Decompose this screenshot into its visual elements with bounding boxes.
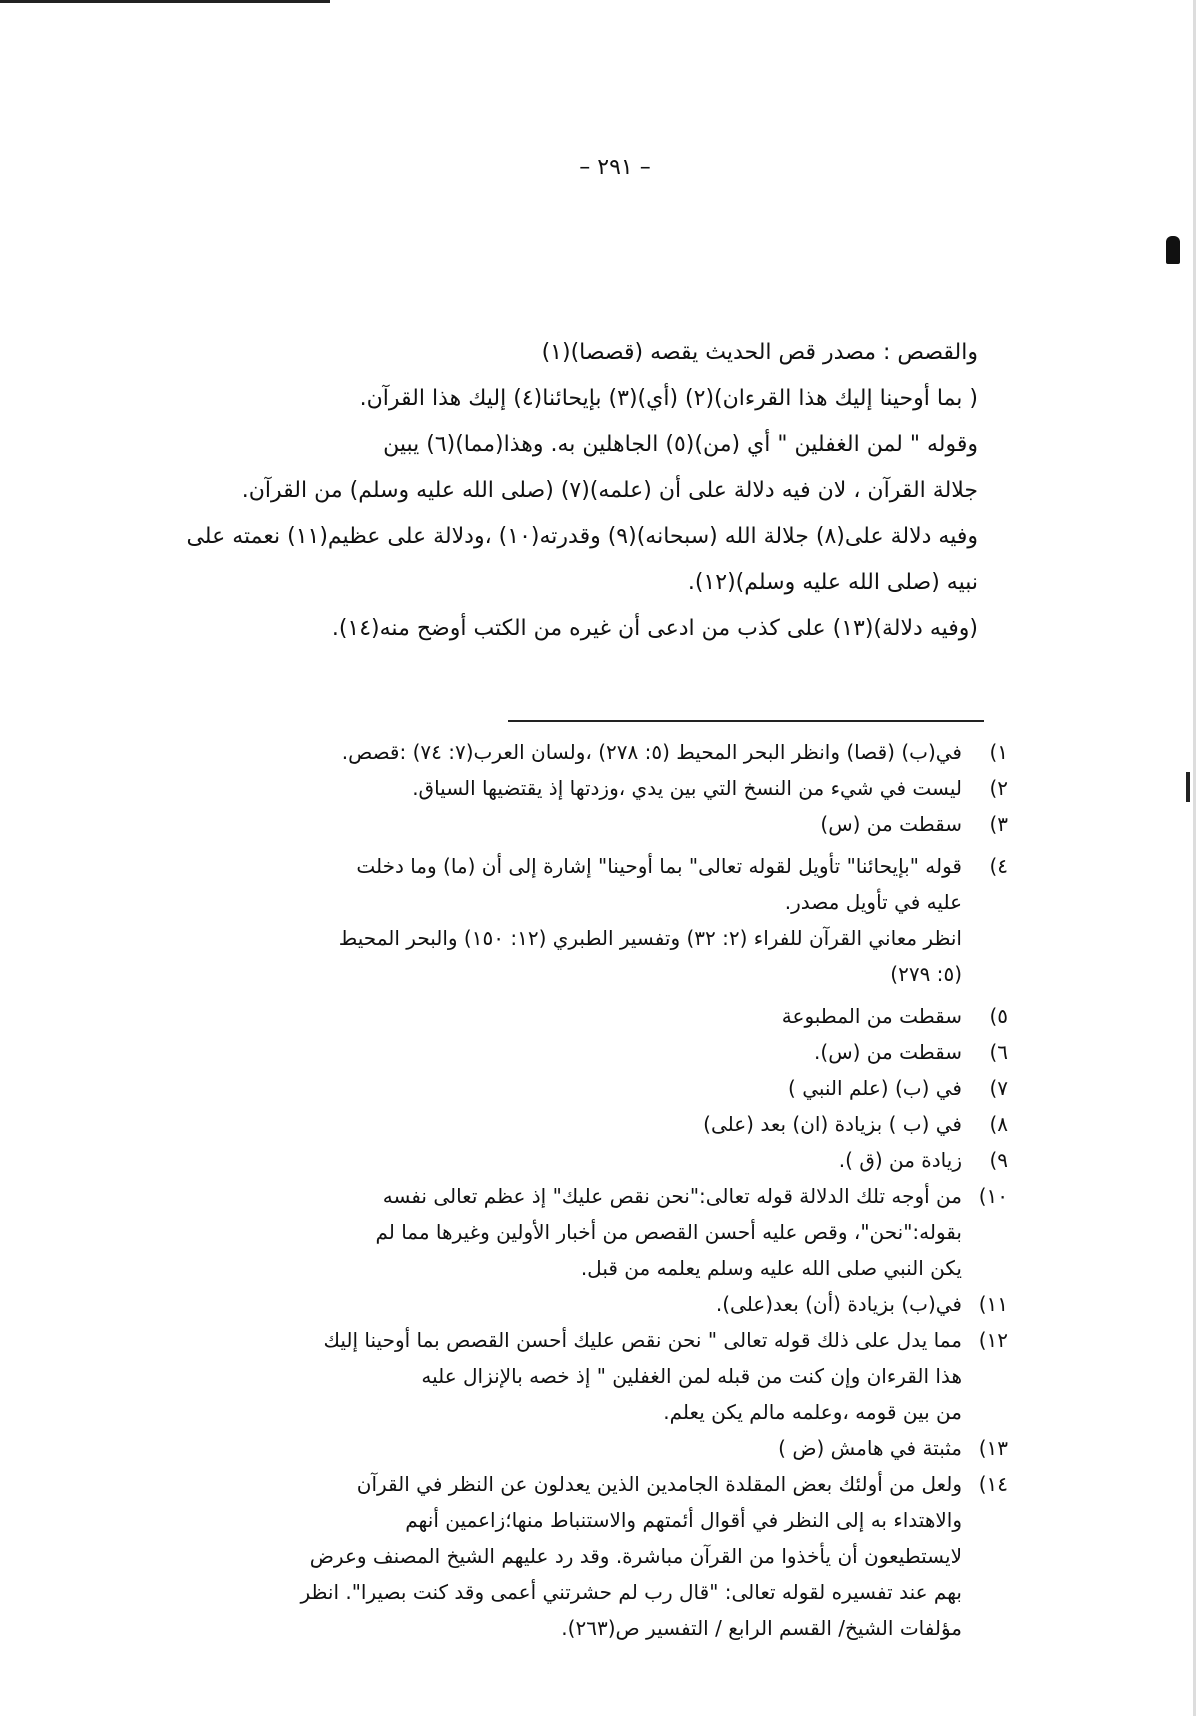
footnote-14 xyxy=(118,1466,1008,1646)
footnote-line: من أوجه تلك الدلالة قوله تعالى:"نحن نقص عليك" إذ عظم تعالى نفسه xyxy=(382,1184,962,1208)
footnote-number: ٢) xyxy=(989,776,1008,800)
footnote-12 xyxy=(118,1322,1008,1430)
footnote-number: ١٢) xyxy=(978,1328,1008,1352)
footnote-number: ٣) xyxy=(989,812,1008,836)
footnote-line: قوله "بإيحائنا" تأويل لقوله تعالى" بما أوحينا" إشارة إلى أن (ما) وما دخلت xyxy=(356,854,962,878)
footnote-number: ١٣) xyxy=(978,1436,1008,1460)
footnote-2 xyxy=(118,770,1008,806)
footnote-line: (٥: ٢٧٩) xyxy=(890,962,962,986)
footnote-line: من بين قومه ،وعلمه مالم يكن يعلم. xyxy=(663,1400,962,1424)
footnote-number: ٥) xyxy=(989,1004,1008,1028)
footnote-line: ولعل من أولئك بعض المقلدة الجامدين الذين يعدلون عن النظر في القرآن xyxy=(356,1472,962,1496)
page-number: – ٢٩١ – xyxy=(579,155,651,180)
footnote-9 xyxy=(118,1142,1008,1178)
footnote-10 xyxy=(118,1178,1008,1286)
footnote-line: في(ب) (قصا) وانظر البحر المحيط (٥: ٢٧٨) ،ولسان العرب(٧: ٧٤) :قصص. xyxy=(341,740,962,764)
footnote-line: ليست في شيء من النسخ التي بين يدي ،وزدتها إذ يقتضيها السياق. xyxy=(412,776,962,800)
main-line: والقصص : مصدر قص الحديث يقصه (قصصا)(١) xyxy=(541,340,978,365)
footnote-8 xyxy=(118,1106,1008,1142)
main-line: وفيه دلالة على(٨) جلالة الله (سبحانه)(٩) وقدرته(١٠) ،ودلالة على عظيم(١١) نعمته على xyxy=(186,524,978,549)
footnote-line: عليه في تأويل مصدر. xyxy=(784,890,962,914)
footnote-1 xyxy=(118,734,1008,770)
footnote-number: ١١) xyxy=(978,1292,1008,1316)
footnote-line: بقوله:"نحن"، وقص عليه أحسن القصص من أخبار الأولين وغيرها مما لم xyxy=(375,1220,962,1244)
main-line: نبيه (صلى الله عليه وسلم)(١٢). xyxy=(687,570,978,595)
footnote-number: ١) xyxy=(989,740,1008,764)
scan-edge-mark-lower xyxy=(1186,772,1190,802)
footnote-7 xyxy=(118,1070,1008,1106)
footnote-4 xyxy=(118,848,1008,992)
footnote-3 xyxy=(118,806,1008,842)
footnote-number: ١٠) xyxy=(978,1184,1008,1208)
footnote-line: في(ب) بزيادة (أن) بعد(على). xyxy=(715,1292,962,1316)
footnote-5 xyxy=(118,998,1008,1034)
scan-edge-mark xyxy=(1166,236,1180,264)
footnote-line: انظر معاني القرآن للفراء (٢: ٣٢) وتفسير الطبري (١٢: ١٥٠) والبحر المحيط xyxy=(338,926,962,950)
scan-top-rule xyxy=(0,0,330,3)
footnote-line: زيادة من (ق ). xyxy=(838,1148,962,1172)
main-line: (وفيه دلالة)(١٣) على كذب من ادعى أن غيره من الكتب أوضح منه(١٤). xyxy=(331,616,978,641)
footnote-line: مثبتة في هامش (ض ) xyxy=(778,1436,962,1460)
main-line: وقوله " لمن الغفلين " أي (من)(٥) الجاهلين به. وهذا(مما)(٦) يبين xyxy=(383,432,978,457)
footnote-number: ٤) xyxy=(989,854,1008,878)
footnote-line: مما يدل على ذلك قوله تعالى " نحن نقص عليك أحسن القصص بما أوحينا إليك xyxy=(323,1328,962,1352)
main-text xyxy=(118,330,978,652)
main-line: ( بما أوحينا إليك هذا القرءان)(٢) (أي)(٣) بإيحائنا(٤) إليك هذا القرآن. xyxy=(359,386,978,411)
footnotes xyxy=(118,734,1008,1646)
footnote-line: لايستطيعون أن يأخذوا من القرآن مباشرة. وقد رد عليهم الشيخ المصنف وعرض xyxy=(309,1544,962,1568)
footnote-number: ٩) xyxy=(989,1148,1008,1172)
footnote-13 xyxy=(118,1430,1008,1466)
footnote-line: هذا القرءان وإن كنت من قبله لمن الغفلين " إذ خصه بالإنزال عليه xyxy=(421,1364,962,1388)
footnote-number: ٧) xyxy=(989,1076,1008,1100)
footnote-11 xyxy=(118,1286,1008,1322)
footnote-line: في (ب ) بزيادة (ان) بعد (على) xyxy=(703,1112,962,1136)
footnote-line: سقطت من المطبوعة xyxy=(781,1004,962,1028)
footnote-line: في (ب) (علم النبي ) xyxy=(788,1076,962,1100)
footnote-line: بهم عند تفسيره لقوله تعالى: "قال رب لم حشرتني أعمى وقد كنت بصيرا". انظر xyxy=(300,1580,962,1604)
footnote-line: سقطت من (س). xyxy=(814,1040,962,1064)
footnote-6 xyxy=(118,1034,1008,1070)
footnote-line: يكن النبي صلى الله عليه وسلم يعلمه من قبل. xyxy=(580,1256,962,1280)
footnote-line: والاهتداء به إلى النظر في أقوال أئمتهم والاستنباط منها؛زاعمين أنهم xyxy=(405,1508,962,1532)
footnote-line: سقطت من (س) xyxy=(820,812,962,836)
footnote-line: مؤلفات الشيخ/ القسم الرابع / التفسير ص(٢٦٣). xyxy=(561,1616,962,1640)
footnote-divider xyxy=(508,720,984,722)
footnote-number: ٨) xyxy=(989,1112,1008,1136)
main-line: جلالة القرآن ، لان فيه دلالة على أن (علمه)(٧) (صلى الله عليه وسلم) من القرآن. xyxy=(241,478,978,503)
footnote-number: ٦) xyxy=(989,1040,1008,1064)
footnote-number: ١٤) xyxy=(978,1472,1008,1496)
